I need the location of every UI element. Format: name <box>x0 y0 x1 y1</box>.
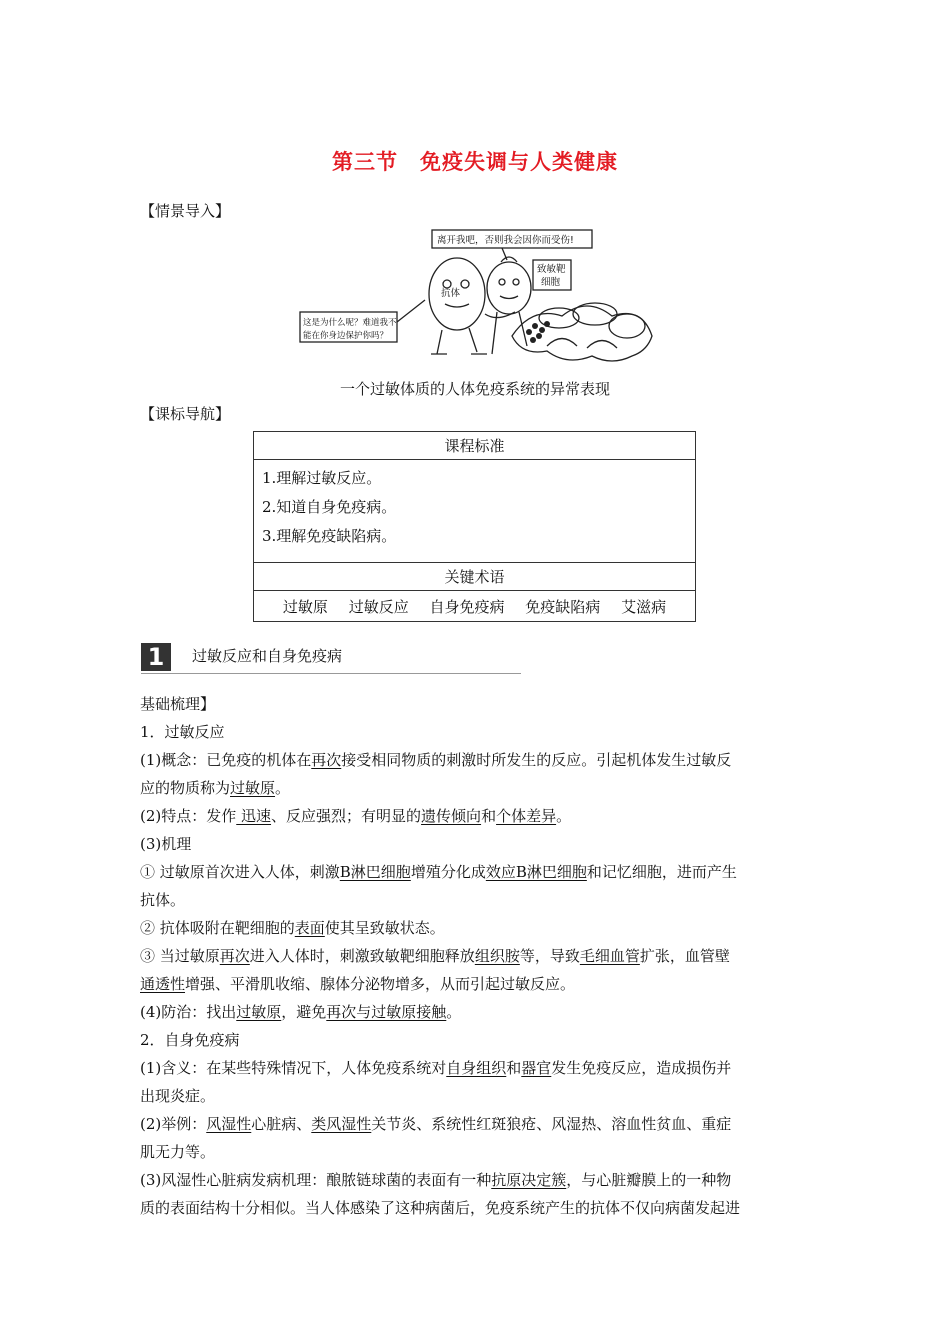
standard-header: 课程标准 <box>254 432 696 460</box>
part-number-badge: 1 <box>141 643 171 671</box>
curriculum-table <box>253 431 696 622</box>
standard-item: 2.知道自身免疫病。 <box>262 498 397 516</box>
target-cell-character <box>487 262 531 314</box>
term-item: 艾滋病 <box>621 597 667 616</box>
figure-caption: 一个过敏体质的人体免疫系统的异常表现 <box>339 380 610 398</box>
part-title: 过敏反应和自身免疫病 <box>192 647 343 665</box>
subsection-title: 1．过敏反应 <box>140 723 225 741</box>
term-item: 过敏原 <box>282 597 328 616</box>
paragraph: 肌无力等。 <box>140 1143 216 1161</box>
paragraph: (2)特点：发作 迅速、反应强烈；有明显的遗传倾向和个体差异。 <box>140 807 572 825</box>
speech-cell-text-2: 细胞 <box>541 277 561 288</box>
part-heading <box>141 643 521 674</box>
speech-left-text-1: 这是为什么呢？难道我不 <box>303 318 397 328</box>
scene-label: 【情景导入】 <box>140 202 231 220</box>
antibody-label: 抗体 <box>441 288 461 299</box>
paragraph: (1)含义：在某些特殊情况下，人体免疫系统对自身组织和器官发生免疫反应，造成损伤并 <box>140 1059 732 1077</box>
paragraph: 出现炎症。 <box>140 1087 216 1105</box>
curriculum-label: 【课标导航】 <box>140 405 231 423</box>
paragraph: 抗体。 <box>140 891 186 909</box>
paragraph: 质的表面结构十分相似。当人体感染了这种病菌后，免疫系统产生的抗体不仅向病菌发起进 <box>140 1199 741 1217</box>
content-heading: 基础梳理】 <box>140 695 216 713</box>
term-item: 自身免疫病 <box>429 597 505 616</box>
terms-header: 关键术语 <box>254 563 696 591</box>
paragraph: 通透性增强、平滑肌收缩、腺体分泌物增多，从而引起过敏反应。 <box>140 975 576 993</box>
paragraph: (2)举例：风湿性心脏病、类风湿性关节炎、系统性红斑狼疮、风湿热、溶血性贫血、重症 <box>140 1115 732 1133</box>
terms-row <box>254 591 696 622</box>
paragraph: 应的物质称为过敏原。 <box>140 779 291 797</box>
section-number: 第三节 <box>332 150 398 174</box>
paragraph: (3)风湿性心脏病发病机理：酿脓链球菌的表面有一种抗原决定簇，与心脏瓣膜上的一种物 <box>140 1171 732 1189</box>
paragraph: (1)概念：已免疫的机体在再次接受相同物质的刺激时所发生的反应。引起机体发生过敏反 <box>140 751 732 769</box>
paragraph: (4)防治：找出过敏原，避免再次与过敏原接触。 <box>140 1003 462 1021</box>
speech-top-text: 离开我吧，否则我会因你而受伤! <box>437 235 574 246</box>
section-title: 免疫失调与人类健康 <box>420 150 618 174</box>
standard-item: 1.理解过敏反应。 <box>262 469 382 487</box>
term-item: 过敏反应 <box>348 597 409 616</box>
subsection-title: 2．自身免疫病 <box>140 1031 240 1049</box>
paragraph: ① 过敏原首次进入人体，刺激B淋巴细胞增殖分化成效应B淋巴细胞和记忆细胞，进而产生 <box>140 863 737 881</box>
paragraph: ③ 当过敏原再次进入人体时，刺激致敏靶细胞释放组织胺等，导致毛细血管扩张，血管壁 <box>140 947 730 965</box>
term-item: 免疫缺陷病 <box>525 597 601 616</box>
allergy-cartoon-illustration <box>297 226 657 368</box>
standard-list <box>254 460 696 563</box>
paragraph: ② 抗体吸附在靶细胞的表面使其呈致敏状态。 <box>140 919 445 937</box>
speech-cell-text-1: 致敏靶 <box>537 264 566 275</box>
speech-left-text-2: 能在你身边保护你吗？ <box>303 331 389 341</box>
page-title <box>0 146 950 176</box>
content-body <box>140 690 812 1222</box>
standard-item: 3.理解免疫缺陷病。 <box>262 527 397 545</box>
paragraph: (3)机理 <box>140 835 192 853</box>
